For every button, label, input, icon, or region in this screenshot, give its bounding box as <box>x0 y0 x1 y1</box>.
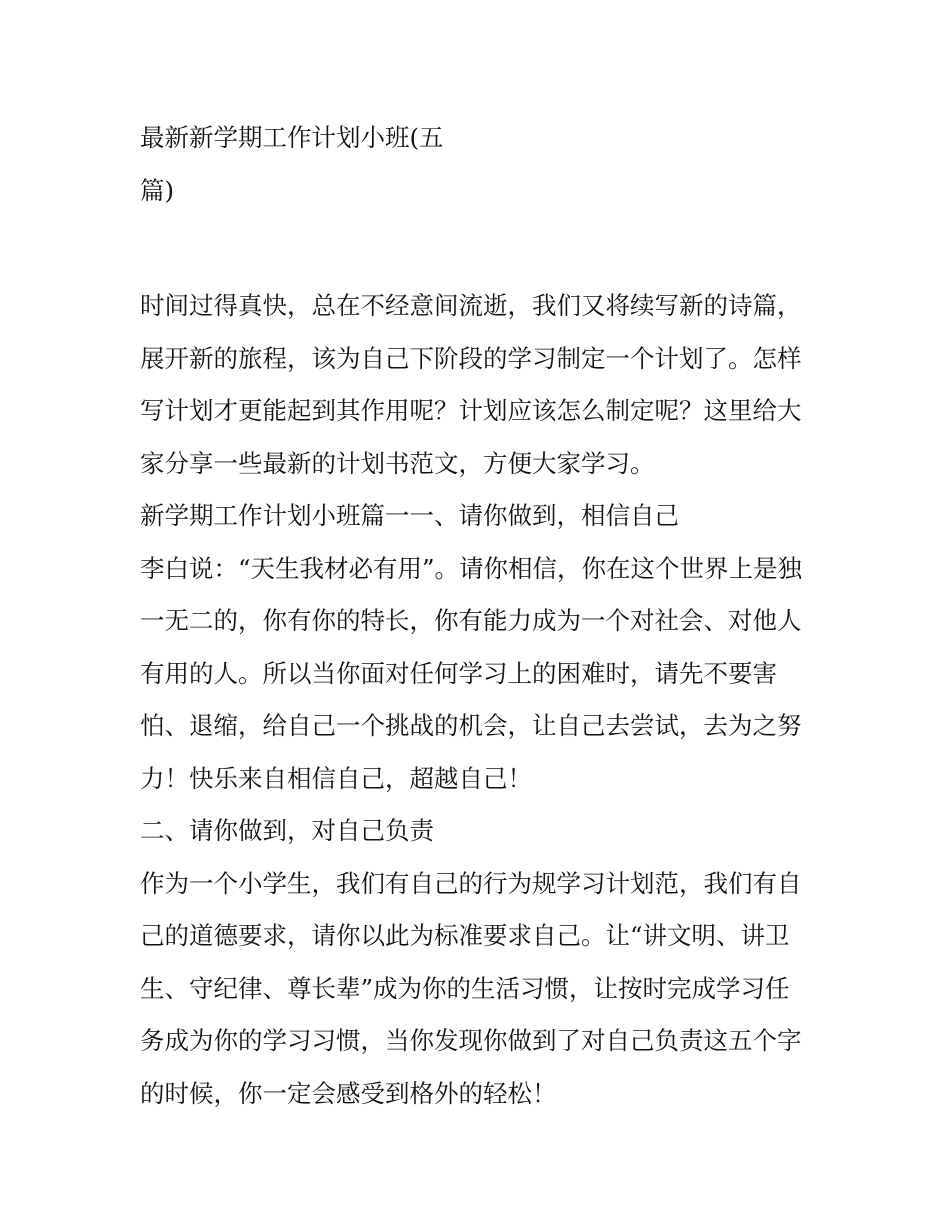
body-line: 力！快乐来自相信自己，超越自己！ <box>140 763 532 793</box>
title-line: 最新新学期工作计划小班(五 <box>140 123 444 152</box>
section-heading-1: 新学期工作计划小班篇一一、请你做到，相信自己 <box>140 501 679 530</box>
document-body <box>140 280 830 1120</box>
section-heading-2: 二、请你做到，对自己负责 <box>140 816 434 845</box>
body-line: 的时候，你一定会感受到格外的轻松！ <box>140 1078 557 1108</box>
title-line: 篇) <box>140 175 175 205</box>
body-line: 作为一个小学生，我们有自己的行为规学习计划范，我们有自 <box>140 868 802 898</box>
document-title <box>140 112 820 217</box>
body-line: 家分享一些最新的计划书范文，方便大家学习。 <box>140 448 655 478</box>
body-line: 展开新的旅程，该为自己下阶段的学习制定一个计划了。怎样 <box>140 343 802 373</box>
body-line: 李白说：“天生我材必有用”。请你相信，你在这个世界上是独 <box>140 553 803 583</box>
body-line: 时间过得真快，总在不经意间流逝，我们又将续写新的诗篇， <box>140 291 802 320</box>
body-line: 一无二的，你有你的特长，你有能力成为一个对社会、对他人 <box>140 606 802 635</box>
body-line: 己的道德要求，请你以此为标准要求自己。让“讲文明、讲卫 <box>140 921 790 950</box>
body-line: 务成为你的学习习惯，当你发现你做到了对自己负责这五个字 <box>140 1026 802 1055</box>
body-line: 写计划才更能起到其作用呢？计划应该怎么制定呢？这里给大 <box>140 396 802 425</box>
body-line: 怕、退缩，给自己一个挑战的机会，让自己去尝试，去为之努 <box>140 711 802 740</box>
body-line: 生、守纪律、尊长辈”成为你的生活习惯，让按时完成学习任 <box>140 973 790 1003</box>
body-line: 有用的人。所以当你面对任何学习上的困难时，请先不要害 <box>140 658 777 688</box>
